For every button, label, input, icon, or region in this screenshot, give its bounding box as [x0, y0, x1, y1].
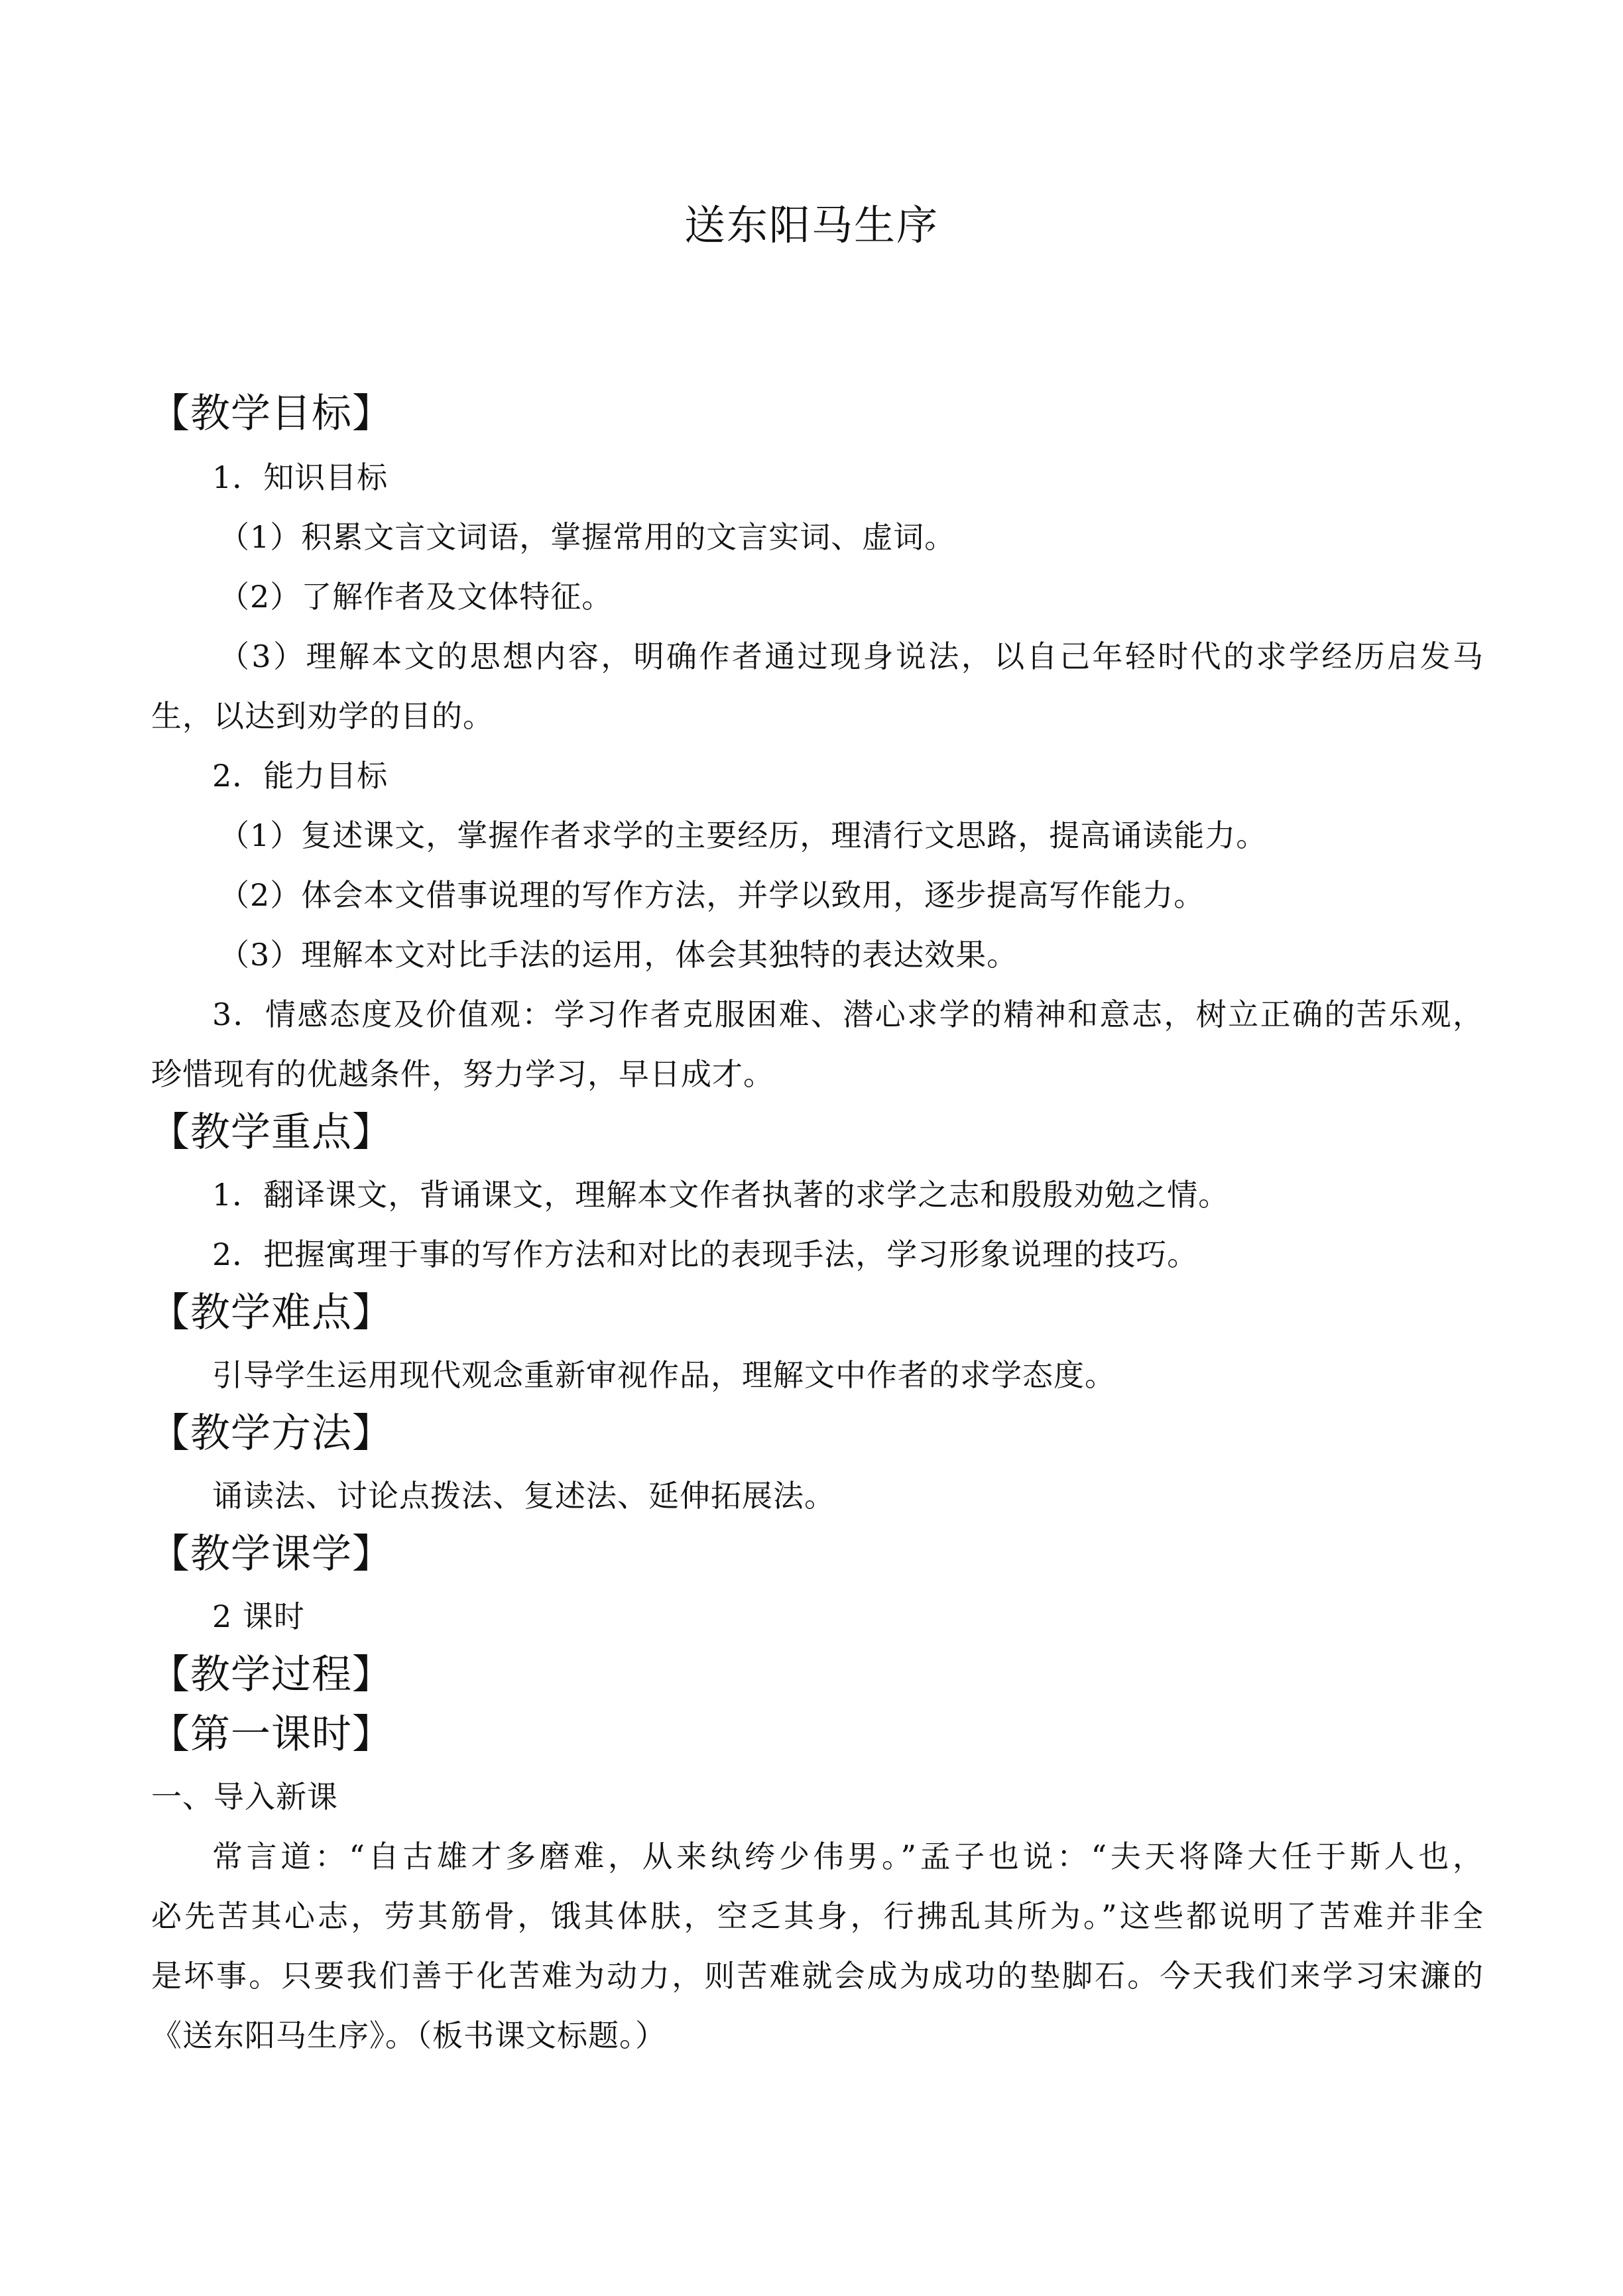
- knowledge-goal-1: （1）积累文言文词语，掌握常用的文言实词、虚词。: [219, 519, 956, 555]
- heading-first-period: 【第一课时】: [150, 1711, 392, 1758]
- ability-goal-1: （1）复述课文，掌握作者求学的主要经历，理清行文思路，提高诵读能力。: [219, 817, 1268, 853]
- knowledge-goal-2: （2）了解作者及文体特征。: [219, 579, 613, 615]
- intro-paragraph-line3: 是坏事。只要我们善于化苦难为动力，则苦难就会成为成功的垫脚石。今天我们来学习宋濂的: [151, 1958, 1484, 1994]
- knowledge-goal-3-line1: （3）理解本文的思想内容，明确作者通过现身说法，以自己年轻时代的求学经历启发马: [219, 638, 1484, 674]
- intro-paragraph-line4: 《送东阳马生序》。（板书课文标题。）: [151, 2018, 666, 2053]
- key-point-2: 2．把握寓理于事的写作方法和对比的表现手法，学习形象说理的技巧。: [212, 1237, 1199, 1272]
- heading-methods: 【教学方法】: [150, 1410, 392, 1457]
- document-title: 送东阳马生序: [684, 201, 939, 249]
- difficulty-1: 引导学生运用现代观念重新审视作品，理解文中作者的求学态度。: [212, 1357, 1116, 1393]
- heading-process: 【教学过程】: [150, 1652, 392, 1698]
- knowledge-goal-3-line2: 生，以达到劝学的目的。: [151, 698, 494, 734]
- heading-difficulties: 【教学难点】: [150, 1290, 392, 1336]
- intro-paragraph-line1: 常言道：“自古雄才多磨难，从来纨绔少伟男。”孟子也说：“夫天将降大任于斯人也，: [212, 1839, 1484, 1874]
- ability-goal-2: （2）体会本文借事说理的写作方法，并学以致用，逐步提高写作能力。: [219, 877, 1205, 913]
- ability-goal-3: （3）理解本文对比手法的运用，体会其独特的表达效果。: [219, 937, 1018, 973]
- ability-goal-heading: 2．能力目标: [212, 758, 389, 794]
- key-point-1: 1．翻译课文，背诵课文，理解本文作者执著的求学之志和殷殷劝勉之情。: [212, 1177, 1230, 1213]
- heading-key-points: 【教学重点】: [150, 1109, 392, 1156]
- emotion-goal-line2: 珍惜现有的优越条件，努力学习，早日成才。: [151, 1056, 774, 1092]
- emotion-goal-line1: 3．情感态度及价值观：学习作者克服困难、潜心求学的精神和意志，树立正确的苦乐观，: [212, 997, 1484, 1032]
- intro-heading: 一、导入新课: [151, 1779, 338, 1815]
- method-1: 诵读法、讨论点拨法、复述法、延伸拓展法。: [212, 1478, 835, 1514]
- heading-objectives: 【教学目标】: [150, 391, 392, 437]
- knowledge-goal-heading: 1．知识目标: [212, 459, 389, 495]
- class-hours-1: 2 课时: [212, 1599, 305, 1634]
- intro-paragraph-line2: 必先苦其心志，劳其筋骨，饿其体肤，空乏其身，行拂乱其所为。”这些都说明了苦难并非全: [151, 1898, 1484, 1934]
- heading-class-hours: 【教学课学】: [150, 1531, 392, 1577]
